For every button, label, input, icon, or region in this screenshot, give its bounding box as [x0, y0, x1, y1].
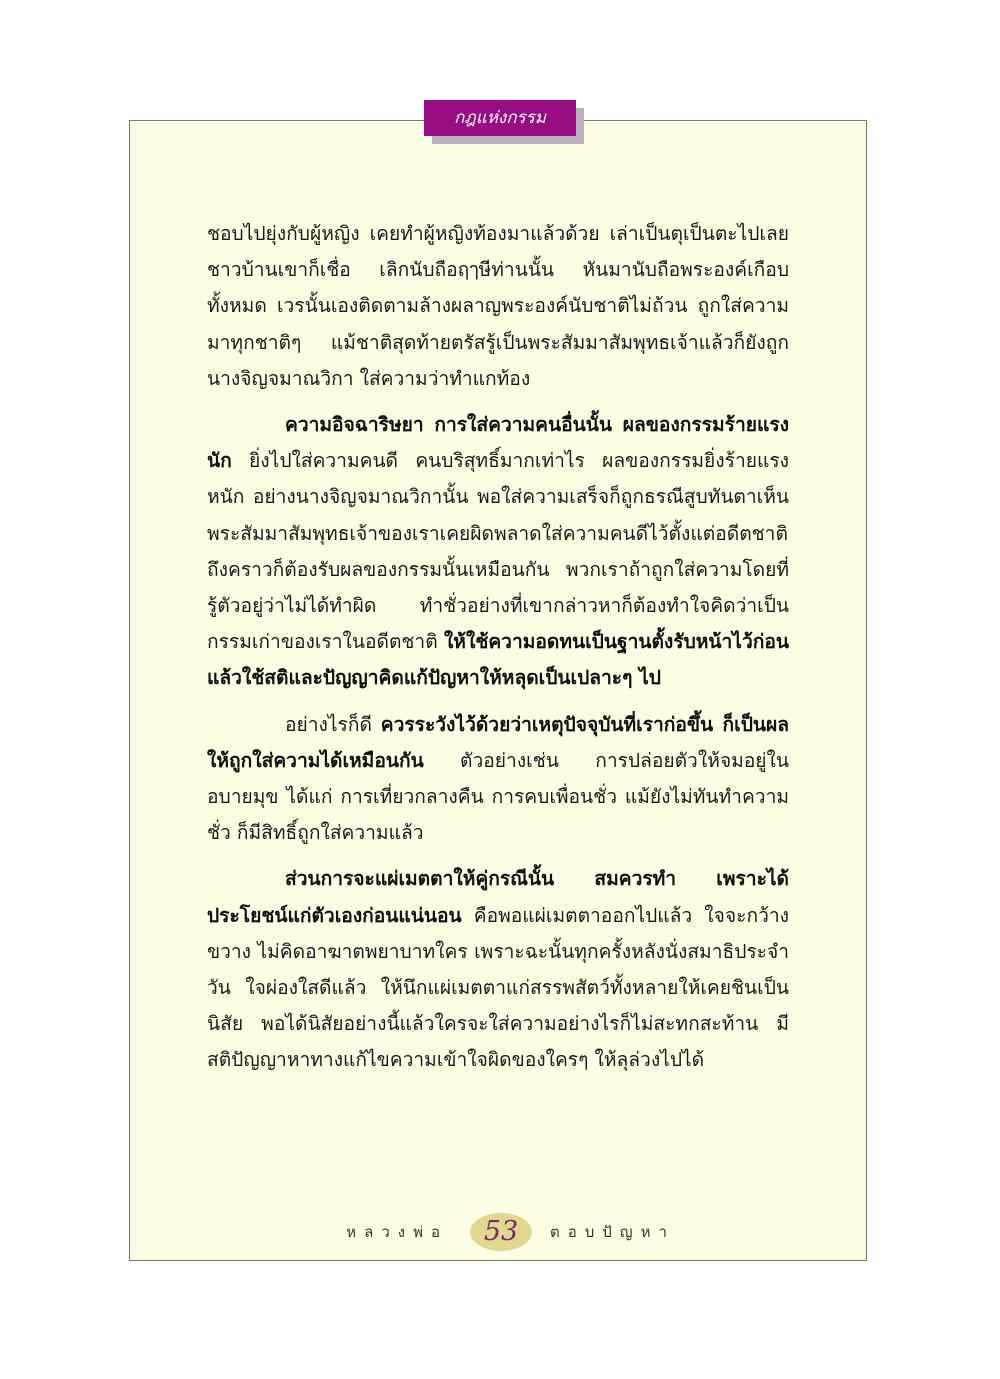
text-segment: คือพอแผ่เมตตาออกไปแล้ว ใจจะกว้างขวาง ไม่คิดอาฆาตพยาบาทใคร เพราะฉะนั้นทุกครั้งหลังนั่งสมาธิประจำวัน ใจผ่องใสดีแล้ว ให้นึกแผ่เมตตาแก่สรรพสัตว์ทั้งหลายให้เคยชินเป็นนิสัย พอได้นิสัยอย่างนี้แล้วใครจะใส่ความอย่างไรก็ไม่สะทกสะท้าน มีสติปัญญาหาทางแก้ไขความเข้าใจผิดของใครๆ ให้ลุล่วงไปได้	[207, 903, 789, 1072]
footer-left-text: หลวงพ่อ	[346, 1223, 448, 1241]
text-segment: ยิ่งไปใส่ความคนดี คนบริสุทธิ์มากเท่าไร ผลของกรรมยิ่งร้ายแรงหนัก อย่างนางจิญจมาณวิกานั้น พอใส่ความเสร็จก็ถูกธรณีสูบทันตาเห็น พระสัมมาสัมพุทธเจ้าของเราเคยผิดพลาดใส่ความคนดีไว้ตั้งแต่อดีตชาติ ถึงคราวก็ต้องรับผลของกรรมนั้นเหมือนกัน พวกเราถ้าถูกใส่ความโดยที่รู้ตัวอยู่ว่าไม่ได้ทำผิด ทำชั่วอย่างที่เขากล่าวหาก็ต้องทำใจคิดว่าเป็นกรรมเก่าของเราในอดีตชาติ	[207, 449, 789, 654]
body-text	[207, 216, 789, 1079]
text-segment: อย่างไรก็ดี	[285, 712, 381, 736]
paragraph-3	[207, 707, 789, 852]
chapter-title-tab: กฎแห่งกรรม	[424, 100, 576, 136]
text-segment: ชอบไปยุ่งกับผู้หญิง เคยทำผู้หญิงท้องมาแล้วด้วย เล่าเป็นตุเป็นตะไปเลย ชาวบ้านเขาก็เชื่อ เลิกนับถือฤๅษีท่านนั้น หันมานับถือพระองค์เกือบทั้งหมด เวรนั้นเองติดตามล้างผลาญพระองค์นับชาติไม่ถ้วน ถูกใส่ความมาทุกชาติๆ แม้ชาติสุดท้ายตรัสรู้เป็นพระสัมมาสัมพุทธเจ้าแล้วก็ยังถูกนางจิญจมาณวิกา ใส่ความว่าทำแกท้อง	[207, 222, 789, 390]
text-segment: ตัวอย่างเช่น การปล่อยตัวให้จมอยู่ในอบายมุข ได้แก่ การเที่ยวกลางคืน การคบเพื่อนชั่ว แม้ยังไม่ทันทำความชั่ว ก็มีสิทธิ์ถูกใส่ความแล้ว	[207, 748, 789, 845]
footer-right-text: ตอบปัญหา	[550, 1223, 675, 1241]
page-number: 53	[483, 1216, 519, 1247]
bold-segment: ส่วนการจะแผ่เมตตาให้คู่กรณีนั้น สมควรทำ เพราะได้ประโยชน์แก่ตัวเองก่อนแน่นอน	[207, 867, 789, 927]
bold-segment: ให้ใช้ความอดทนเป็นฐานตั้งรับหน้าไว้ก่อน แล้วใช้สติและปัญญาคิดแก้ปัญหาให้หลุดเป็นเปลาะๆ ไป	[207, 630, 789, 690]
bold-segment: ควรระวังไว้ด้วยว่าเหตุปัจจุบันที่เราก่อขึ้น ก็เป็นผลให้ถูกใส่ความได้เหมือนกัน	[207, 712, 790, 772]
paragraph-4	[207, 861, 789, 1078]
paragraph-1	[207, 216, 789, 397]
paragraph-2	[207, 407, 789, 697]
bold-segment: ความอิจฉาริษยา การใส่ความคนอื่นนั้น ผลของกรรมร้ายแรงนัก	[207, 413, 789, 473]
page-footer	[0, 1212, 1000, 1252]
